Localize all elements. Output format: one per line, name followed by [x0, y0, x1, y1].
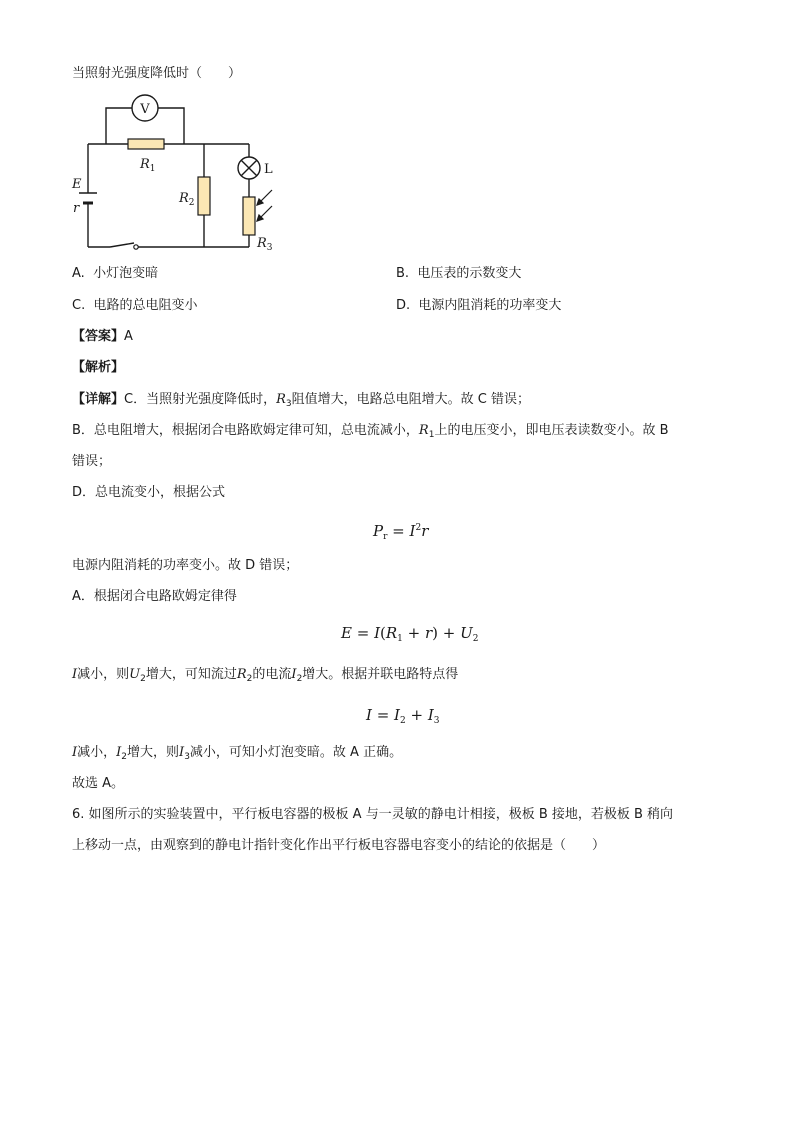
formula-parallel: $I = I_2 + I_3$: [366, 706, 440, 726]
formula-power: $P_r = I^2r$: [373, 522, 429, 542]
detail-b-line-1: B．总电阻增大，根据闭合电路欧姆定律可知，总电流减小，$R_1$上的电压变小，即电压表读数变小。故 B: [72, 423, 669, 440]
option-text: 电源内阻消耗的功率变大: [418, 298, 562, 313]
detail-c-line: 【详解】C．当照射光强度降低时，$R_3$阻值增大，电路总电阻增大。故 C 错误；: [72, 392, 530, 409]
answer-value: A: [124, 329, 133, 344]
label-internal: r: [73, 201, 80, 216]
detail-a-line-1: A．根据闭合电路欧姆定律得: [72, 589, 237, 604]
detail-a-line-2: I减小，则$U_2$增大，可知流过$R_2$的电流$I_2$增大。根据并联电路特点得: [72, 667, 459, 684]
formula-ohm: $E = I(R_1 + r) + U_2$: [341, 624, 479, 644]
label-r2: $R_2$: [179, 191, 195, 208]
label-lamp: L: [264, 162, 273, 177]
detail-d-line-2: 电源内阻消耗的功率变小。故 D 错误；: [72, 558, 299, 573]
option-key: B.: [396, 266, 410, 281]
answer-label: 【答案】: [72, 329, 125, 344]
detail-a-line-3: I减小，$I_2$增大，则$I_3$减小，可知小灯泡变暗。故 A 正确。: [72, 745, 403, 762]
label-emf: E: [72, 177, 82, 192]
switch-contact-icon: [134, 245, 138, 249]
option-text: 电压表的示数变大: [417, 266, 522, 281]
analysis-label: 【解析】: [72, 360, 125, 375]
circuit-diagram: [66, 90, 296, 255]
photoresistor-r3-icon: [243, 197, 255, 235]
next-question-line-1: 6. 如图所示的实验装置中，平行板电容器的极板 A 与一灵敏的静电计相接，极板 B 接地，若极板 B 稍向: [72, 807, 674, 822]
label-r1: $R_1$: [140, 157, 156, 174]
resistor-r1-icon: [128, 139, 164, 149]
voltmeter-label: V: [140, 102, 150, 117]
option-b: [396, 266, 521, 282]
detail-d-line-1: D．总电流变小，根据公式: [72, 485, 226, 500]
option-a: [72, 266, 158, 282]
next-question-line-2: 上移动一点，由观察到的静电计指针变化作出平行板电容器电容变小的结论的依据是（ ）: [72, 838, 606, 853]
option-d: [396, 298, 561, 314]
light-arrows-icon: [257, 190, 272, 221]
conclusion-line: 故选 A。: [72, 776, 125, 791]
option-key: D.: [396, 298, 411, 313]
option-c: [72, 298, 198, 314]
detail-b-line-2: 错误；: [72, 454, 112, 469]
question-stem: 当照射光强度降低时（ ）: [72, 66, 242, 81]
option-text: 电路的总电阻变小: [93, 298, 198, 313]
switch-blade: [110, 243, 134, 247]
answer-line: [72, 329, 133, 345]
option-key: A.: [72, 266, 85, 281]
detail-label: 【详解】: [72, 392, 125, 407]
resistor-r2-icon: [198, 177, 210, 215]
label-r3: $R_3$: [257, 236, 273, 253]
option-key: C.: [72, 298, 86, 313]
option-text: 小灯泡变暗: [93, 266, 159, 281]
